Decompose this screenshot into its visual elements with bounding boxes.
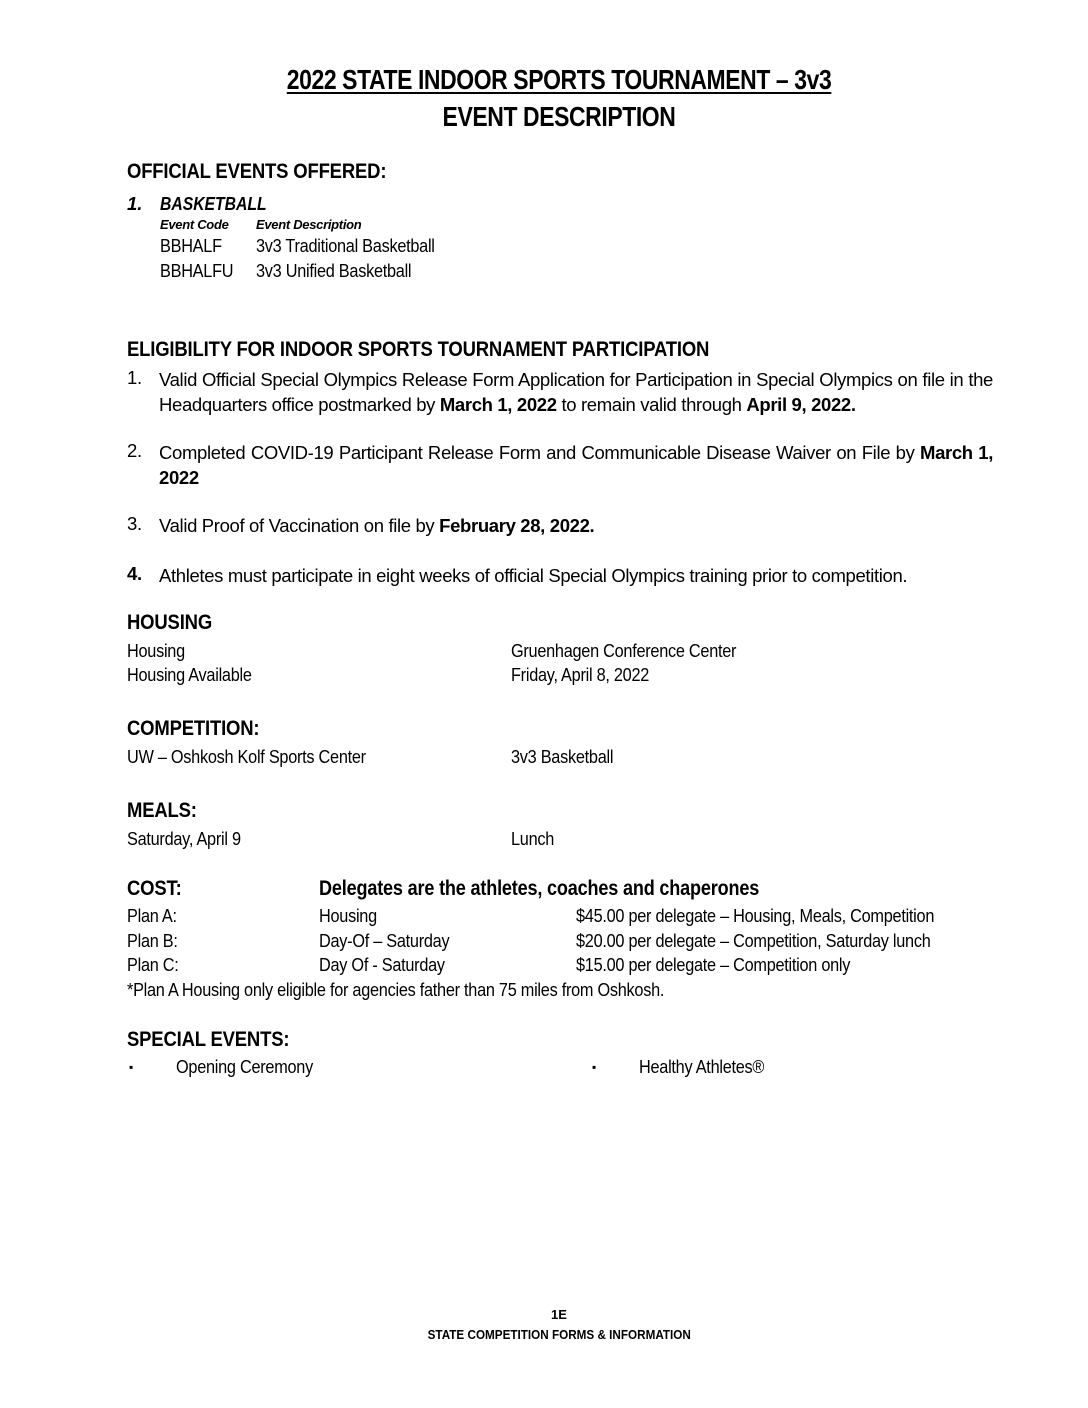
meals-meal: Lunch <box>511 828 555 849</box>
competition-location: UW – Oshkosh Kolf Sports Center <box>127 746 366 767</box>
plan-detail: $45.00 per delegate – Housing, Meals, Competition <box>576 905 935 926</box>
special-events-heading: SPECIAL EVENTS: <box>127 1028 290 1051</box>
special-event-item: Opening Ceremony <box>176 1056 313 1077</box>
plan-type: Housing <box>319 905 377 926</box>
document-title <box>0 64 1088 96</box>
event-code: BBHALFU <box>160 260 234 281</box>
bullet-icon: ▪ <box>129 1060 134 1074</box>
meals-heading: MEALS: <box>127 799 197 822</box>
housing-label: Housing <box>127 640 185 661</box>
event-code-header: Event Code <box>160 217 229 232</box>
special-event-item: Healthy Athletes® <box>639 1056 765 1077</box>
eligibility-item-number: 3. <box>127 513 142 534</box>
title-line-2: EVENT DESCRIPTION <box>442 101 676 132</box>
document-subtitle <box>0 101 1088 133</box>
events-offered-heading: OFFICIAL EVENTS OFFERED: <box>127 160 387 183</box>
bullet-icon: ▪ <box>592 1060 597 1074</box>
eligibility-item: Completed COVID-19 Participant Release Form and Communicable Disease Waiver on File by March 1, 2022 <box>159 442 993 488</box>
eligibility-item: Valid Official Special Olympics Release Form Application for Participation in Special Olympics on file in the Headquarters office postmarked by March 1, 2022 to remain valid through April 9, 2022. <box>159 369 993 415</box>
cost-heading: COST: <box>127 877 182 900</box>
footer-label: STATE COMPETITION FORMS & INFORMATION <box>427 1327 691 1342</box>
plan-type: Day-Of – Saturday <box>319 930 450 951</box>
eligibility-heading: ELIGIBILITY FOR INDOOR SPORTS TOURNAMENT PARTICIPATION <box>127 338 710 361</box>
eligibility-item-number: 4. <box>127 563 142 584</box>
cost-note: *Plan A Housing only eligible for agencies father than 75 miles from Oshkosh. <box>127 979 665 1000</box>
event-description-header: Event Description <box>256 217 362 232</box>
housing-value: Friday, April 8, 2022 <box>511 664 650 685</box>
housing-label: Housing Available <box>127 664 252 685</box>
competition-event: 3v3 Basketball <box>511 746 614 767</box>
housing-value: Gruenhagen Conference Center <box>511 640 737 661</box>
eligibility-item-number: 1. <box>127 367 142 388</box>
plan-type: Day Of - Saturday <box>319 954 445 975</box>
title-line-1: 2022 STATE INDOOR SPORTS TOURNAMENT – 3v3 <box>286 64 832 95</box>
housing-heading: HOUSING <box>127 611 213 634</box>
footer-page-number: 1E <box>551 1307 567 1322</box>
event-description: 3v3 Traditional Basketball <box>256 235 435 256</box>
plan-detail: $20.00 per delegate – Competition, Saturday lunch <box>576 930 931 951</box>
eligibility-item: Valid Proof of Vaccination on file by February 28, 2022. <box>159 515 595 536</box>
sport-number: 1. <box>127 193 143 214</box>
plan-label: Plan C: <box>127 954 179 975</box>
cost-subheading: Delegates are the athletes, coaches and chaperones <box>319 877 760 900</box>
event-description: 3v3 Unified Basketball <box>256 260 412 281</box>
event-code: BBHALF <box>160 235 222 256</box>
plan-detail: $15.00 per delegate – Competition only <box>576 954 851 975</box>
eligibility-item: Athletes must participate in eight weeks of official Special Olympics training prior to competition. <box>159 565 908 586</box>
meals-day: Saturday, April 9 <box>127 828 241 849</box>
plan-label: Plan B: <box>127 930 178 951</box>
plan-label: Plan A: <box>127 905 177 926</box>
competition-heading: COMPETITION: <box>127 717 260 740</box>
eligibility-item-number: 2. <box>127 440 142 461</box>
sport-name: BASKETBALL <box>160 193 267 214</box>
